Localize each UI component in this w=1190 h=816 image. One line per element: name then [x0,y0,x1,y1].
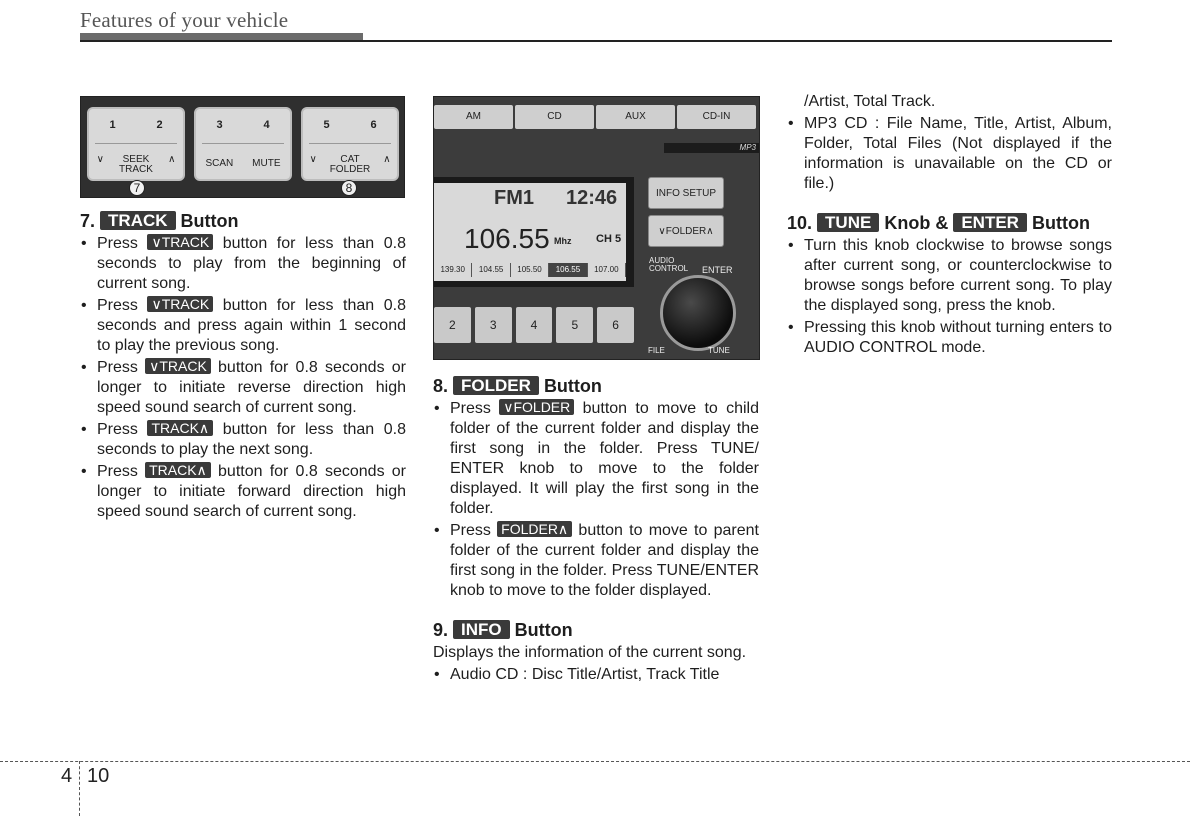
audio-label: AUDIO [649,256,675,265]
preset-frequency: 107.00 [588,263,626,277]
enter-badge: ENTER [953,213,1027,232]
list-item: • Audio CD : Disc Title/Artist, Track Title [433,665,759,685]
section-9-continued [787,92,1112,194]
function-label: SEEK [122,154,150,165]
item-pre: Press [97,359,138,376]
item-pre: Press [450,522,491,539]
list-item [80,234,406,294]
section-7-heading [80,210,406,232]
number-button: 4 [516,307,553,343]
inline-button-badge: ∨TRACK [145,358,211,374]
preset-frequency: 104.55 [472,263,510,277]
item-text: button to move to child folder of the current folder and display the first song in the folder. Press TUNE/ ENTER knob to move to the folder displayed. It will play the first song in the folder. [450,400,759,517]
section-number: 10. [787,213,813,233]
section-10-list [787,236,1112,358]
head-unit-photo [433,96,760,360]
channel-readout: CH 5 [596,233,622,245]
column-2 [433,375,759,703]
inline-button-badge: TRACK∧ [147,420,213,436]
cd-button: CD [515,105,594,129]
preset-frequency-row [434,263,626,277]
tune-badge: TUNE [817,213,879,232]
number-button: 2 [434,307,471,343]
section-number: 8. [433,376,449,396]
preset-label: 3 [216,119,223,131]
list-item: • MP3 CD : File Name, Title, Artist, Album, Folder, Total Files (Not displayed if the information is unavailable on the CD or file.) [787,114,1112,194]
item-text: button for less than 0.8 seconds to play the next song. [97,421,406,458]
preset-label: 6 [370,119,377,131]
chevron-down-icon: ∨ [658,226,666,237]
heading-middle-text: Knob & [884,213,949,233]
cd-in-button: CD-IN [677,105,756,129]
preset-label: 1 [109,119,116,131]
cd-slot: MP3 [664,143,760,153]
column-3 [787,92,1112,376]
function-label: CAT [340,154,360,165]
list-item: • Pressing this knob without turning enters to AUDIO CONTROL mode. [787,318,1112,358]
list-item [80,462,406,522]
list-item [433,399,759,519]
button-panel-photo [80,96,405,198]
chevron-up-icon: ∧ [706,226,714,237]
inline-button-badge: FOLDER∧ [497,521,572,537]
section-title-suffix: Button [180,211,239,231]
footer-divider [79,761,80,816]
section-number: 7. [80,211,96,231]
chevron-down-icon: ∨ [96,154,104,165]
number-button: 5 [556,307,593,343]
section-9-heading [433,619,759,641]
section-number: 9. [433,620,449,640]
section-title-suffix: Button [1031,213,1090,233]
band-readout: FM1 [494,187,534,209]
number-button: 3 [475,307,512,343]
callout-number-8: 8 [341,180,357,196]
inline-button-badge: ∨TRACK [147,296,213,312]
inline-button-badge: ∨FOLDER [499,399,574,415]
info-badge: INFO [453,620,510,639]
chevron-down-icon: ∨ [309,154,317,165]
info-setup-button: INFO SETUP [648,177,724,209]
control-label: CONTROL [649,264,689,273]
item-pre: Press [450,400,491,417]
section-8-heading [433,375,759,397]
function-label: FOLDER [329,164,371,175]
section-title-suffix: Button [514,620,573,640]
number-button-row [434,307,634,343]
list-item [80,358,406,418]
section-8 [433,375,759,601]
item-pre: Press [97,421,138,438]
track-badge: TRACK [100,211,176,230]
aux-button: AUX [596,105,675,129]
divider [202,143,284,144]
section-8-list [433,399,759,601]
page-number: 10 [87,765,110,787]
list-item: • Turn this knob clockwise to browse songs after current song, or counterclockwise to browse songs before current song. To play the displayed song, press the knob. [787,236,1112,316]
file-label: FILE [648,346,665,355]
function-label: SCAN [205,158,234,169]
inline-button-badge: TRACK∧ [145,462,211,478]
section-10 [787,212,1112,358]
page-header-title: Features of your vehicle [80,8,289,32]
preset-label: 2 [156,119,163,131]
item-text: button for 0.8 seconds or longer to initiate forward direction high speed sound search of current song. [97,463,407,520]
item-text: button for less than 0.8 seconds to play from the beginning of current song. [97,235,406,292]
inline-button-badge: ∨TRACK [147,234,213,250]
button-group-1-2 [87,107,185,181]
folder-badge: FOLDER [453,376,539,395]
section-9-list [433,665,759,685]
clock-readout: 12:46 [566,187,618,209]
chevron-up-icon: ∧ [168,154,176,165]
column-1 [80,210,406,540]
tune-enter-knob [660,275,736,351]
section-title-suffix: Button [543,376,602,396]
item-text: button to move to parent folder of the current folder and display the first song in the folder. Press TUNE/ENTER knob to move to the folder displayed. [450,522,759,599]
item-text: button for less than 0.8 seconds and press again within 1 second to play the previous song. [97,297,406,354]
section-9 [433,619,759,685]
item-text: button for 0.8 seconds or longer to initiate reverse direction high speed sound search of current song. [97,359,407,416]
continuation-text: /Artist, Total Track. [804,93,936,110]
list-item [433,521,759,601]
preset-frequency: 105.50 [511,263,549,277]
divider [309,143,391,144]
enter-label: ENTER [702,265,733,275]
divider [95,143,177,144]
callout-number-7: 7 [129,180,145,196]
number-button: 6 [597,307,634,343]
item-pre: Press [97,297,138,314]
section-10-heading [787,212,1112,234]
frequency-readout: 106.55 [464,223,550,254]
folder-button [648,215,724,247]
top-button-row [434,105,756,129]
section-7-list [80,234,406,522]
folder-button-label: FOLDER [665,226,707,237]
function-label: MUTE [252,158,281,169]
button-group-3-4 [194,107,292,181]
lcd-display [434,183,626,281]
preset-frequency: 139.30 [434,263,472,277]
frequency-unit: Mhz [554,236,572,246]
button-group-5-6 [301,107,399,181]
footer-rule [0,761,1190,762]
item-pre: Press [97,235,138,252]
tune-label: TUNE [708,346,730,355]
audio-control-label [649,257,688,273]
preset-frequency-selected: 106.55 [549,263,587,277]
function-label: TRACK [119,164,153,175]
section-9-description: Displays the information of the current song. [433,644,747,661]
header-rule-thin [80,40,1112,42]
list-item [80,420,406,460]
chevron-up-icon: ∧ [383,154,391,165]
section-9-list-continued [787,114,1112,194]
section-7 [80,210,406,522]
am-button: AM [434,105,513,129]
list-item [80,296,406,356]
chapter-number: 4 [61,765,73,787]
item-pre: Press [97,463,138,480]
preset-label: 5 [323,119,330,131]
preset-label: 4 [263,119,270,131]
